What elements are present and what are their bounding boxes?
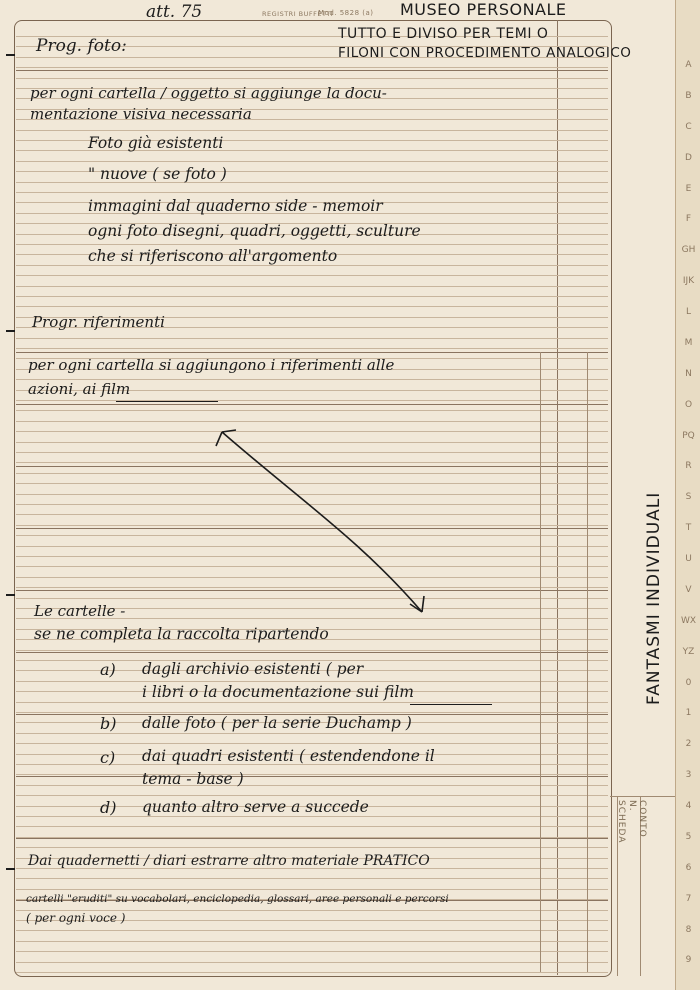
point-letter-b: b) xyxy=(100,714,117,733)
index-tab-2: 2 xyxy=(685,739,692,749)
point-a-line-1: dagli archivio esistenti ( per xyxy=(142,660,364,678)
index-tab-r: R xyxy=(685,461,692,471)
page-title: MUSEO PERSONALE xyxy=(400,0,567,19)
index-tab-8: 8 xyxy=(685,925,692,935)
index-tab-ijk: IJK xyxy=(682,276,695,286)
index-tab-v: V xyxy=(685,585,692,595)
prog-foto-item-1: Foto già esistenti xyxy=(88,134,224,152)
index-tab-u: U xyxy=(685,554,692,564)
index-tab-a: A xyxy=(685,60,692,70)
prog-riferimenti-line-1: per ogni cartella si aggiungono i riferimenti alle xyxy=(28,356,395,374)
index-tab-7: 7 xyxy=(685,894,692,904)
index-tab-o: O xyxy=(684,400,693,410)
bullet-dash xyxy=(6,868,15,870)
point-c-line-1: dai quadri esistenti ( estendendone il xyxy=(142,747,435,765)
index-tab-c: C xyxy=(685,122,692,132)
prog-riferimenti-line-2: azioni, ai film xyxy=(28,380,131,398)
point-a-line-2: i libri o la documentazione sui film xyxy=(142,683,414,701)
index-tab-wx: WX xyxy=(680,616,697,626)
conto-label: CONTO N. xyxy=(627,800,647,838)
scheda-label: SCHEDA xyxy=(616,800,626,844)
prog-foto-intro-2: mentazione visiva necessaria xyxy=(30,105,252,123)
index-tab-m: M xyxy=(684,338,693,348)
index-tab-gh: GH xyxy=(681,245,696,255)
printer-name: REGISTRI BUFFETTI xyxy=(262,10,334,18)
index-tab-5: 5 xyxy=(685,832,692,842)
prog-foto-item-2: " nuove ( se foto ) xyxy=(88,165,227,183)
index-tab-9: 9 xyxy=(685,955,692,965)
underline-film-2 xyxy=(410,704,492,705)
section-heading-cartelle: Le cartelle - xyxy=(34,602,126,620)
index-tab-b: B xyxy=(685,91,692,101)
index-tab-4: 4 xyxy=(685,801,692,811)
prog-foto-item-4: ogni foto disegni, quadri, oggetti, sculture xyxy=(88,222,421,240)
point-letter-c: c) xyxy=(100,748,116,767)
index-tab-n: N xyxy=(685,369,692,379)
quadernetti-line-1: cartelli "eruditi" su vocabolari, enciclopedia, glossari, aree personali e percorsi xyxy=(26,893,449,905)
subtitle-line-1: TUTTO E DIVISO PER TEMI O xyxy=(338,26,549,42)
index-tab-yz: YZ xyxy=(682,647,695,657)
prog-foto-item-3: immagini dal quaderno side - memoir xyxy=(88,197,383,215)
index-tab-s: S xyxy=(685,492,692,502)
index-tab-0: 0 xyxy=(685,678,692,688)
quadernetti-line-2: ( per ogni voce ) xyxy=(26,911,126,925)
prog-foto-intro-1: per ogni cartella / oggetto si aggiunge la docu- xyxy=(30,84,387,102)
point-letter-d: d) xyxy=(100,798,117,817)
index-tab-l: L xyxy=(685,307,691,317)
page-reference: att. 75 xyxy=(146,2,203,22)
index-tab-1: 1 xyxy=(685,708,692,718)
index-tab-3: 3 xyxy=(685,770,692,780)
index-tab-d: D xyxy=(685,153,692,163)
cartelle-intro: se ne completa la raccolta ripartendo xyxy=(34,625,329,643)
point-c-line-2: tema - base ) xyxy=(142,770,244,788)
section-heading-prog-foto: Prog. foto: xyxy=(36,36,127,56)
bullet-dash xyxy=(6,594,15,596)
index-tab-t: T xyxy=(685,523,692,533)
section-heading-prog-riferimenti: Progr. riferimenti xyxy=(32,313,165,331)
point-d-line-1: quanto altro serve a succede xyxy=(142,798,369,816)
section-heading-quadernetti: Dai quadernetti / diari estrarre altro materiale PRATICO xyxy=(28,853,430,869)
index-tab-e: E xyxy=(685,184,692,194)
subtitle-line-2: FILONI CON PROCEDIMENTO ANALOGICO xyxy=(338,45,632,61)
prog-foto-item-5: che si riferiscono all'argomento xyxy=(88,247,338,265)
index-tab-f: F xyxy=(685,214,692,224)
index-tab-6: 6 xyxy=(685,863,692,873)
point-b-line-1: dalle foto ( per la serie Duchamp ) xyxy=(142,714,412,732)
footer-box-top xyxy=(610,796,675,797)
side-note-vertical: FANTASMI INDIVIDUALI xyxy=(644,491,664,705)
point-letter-a: a) xyxy=(100,660,116,679)
index-tab-pq: PQ xyxy=(682,431,695,441)
form-model: Mod. 5828 (a) xyxy=(318,9,374,17)
